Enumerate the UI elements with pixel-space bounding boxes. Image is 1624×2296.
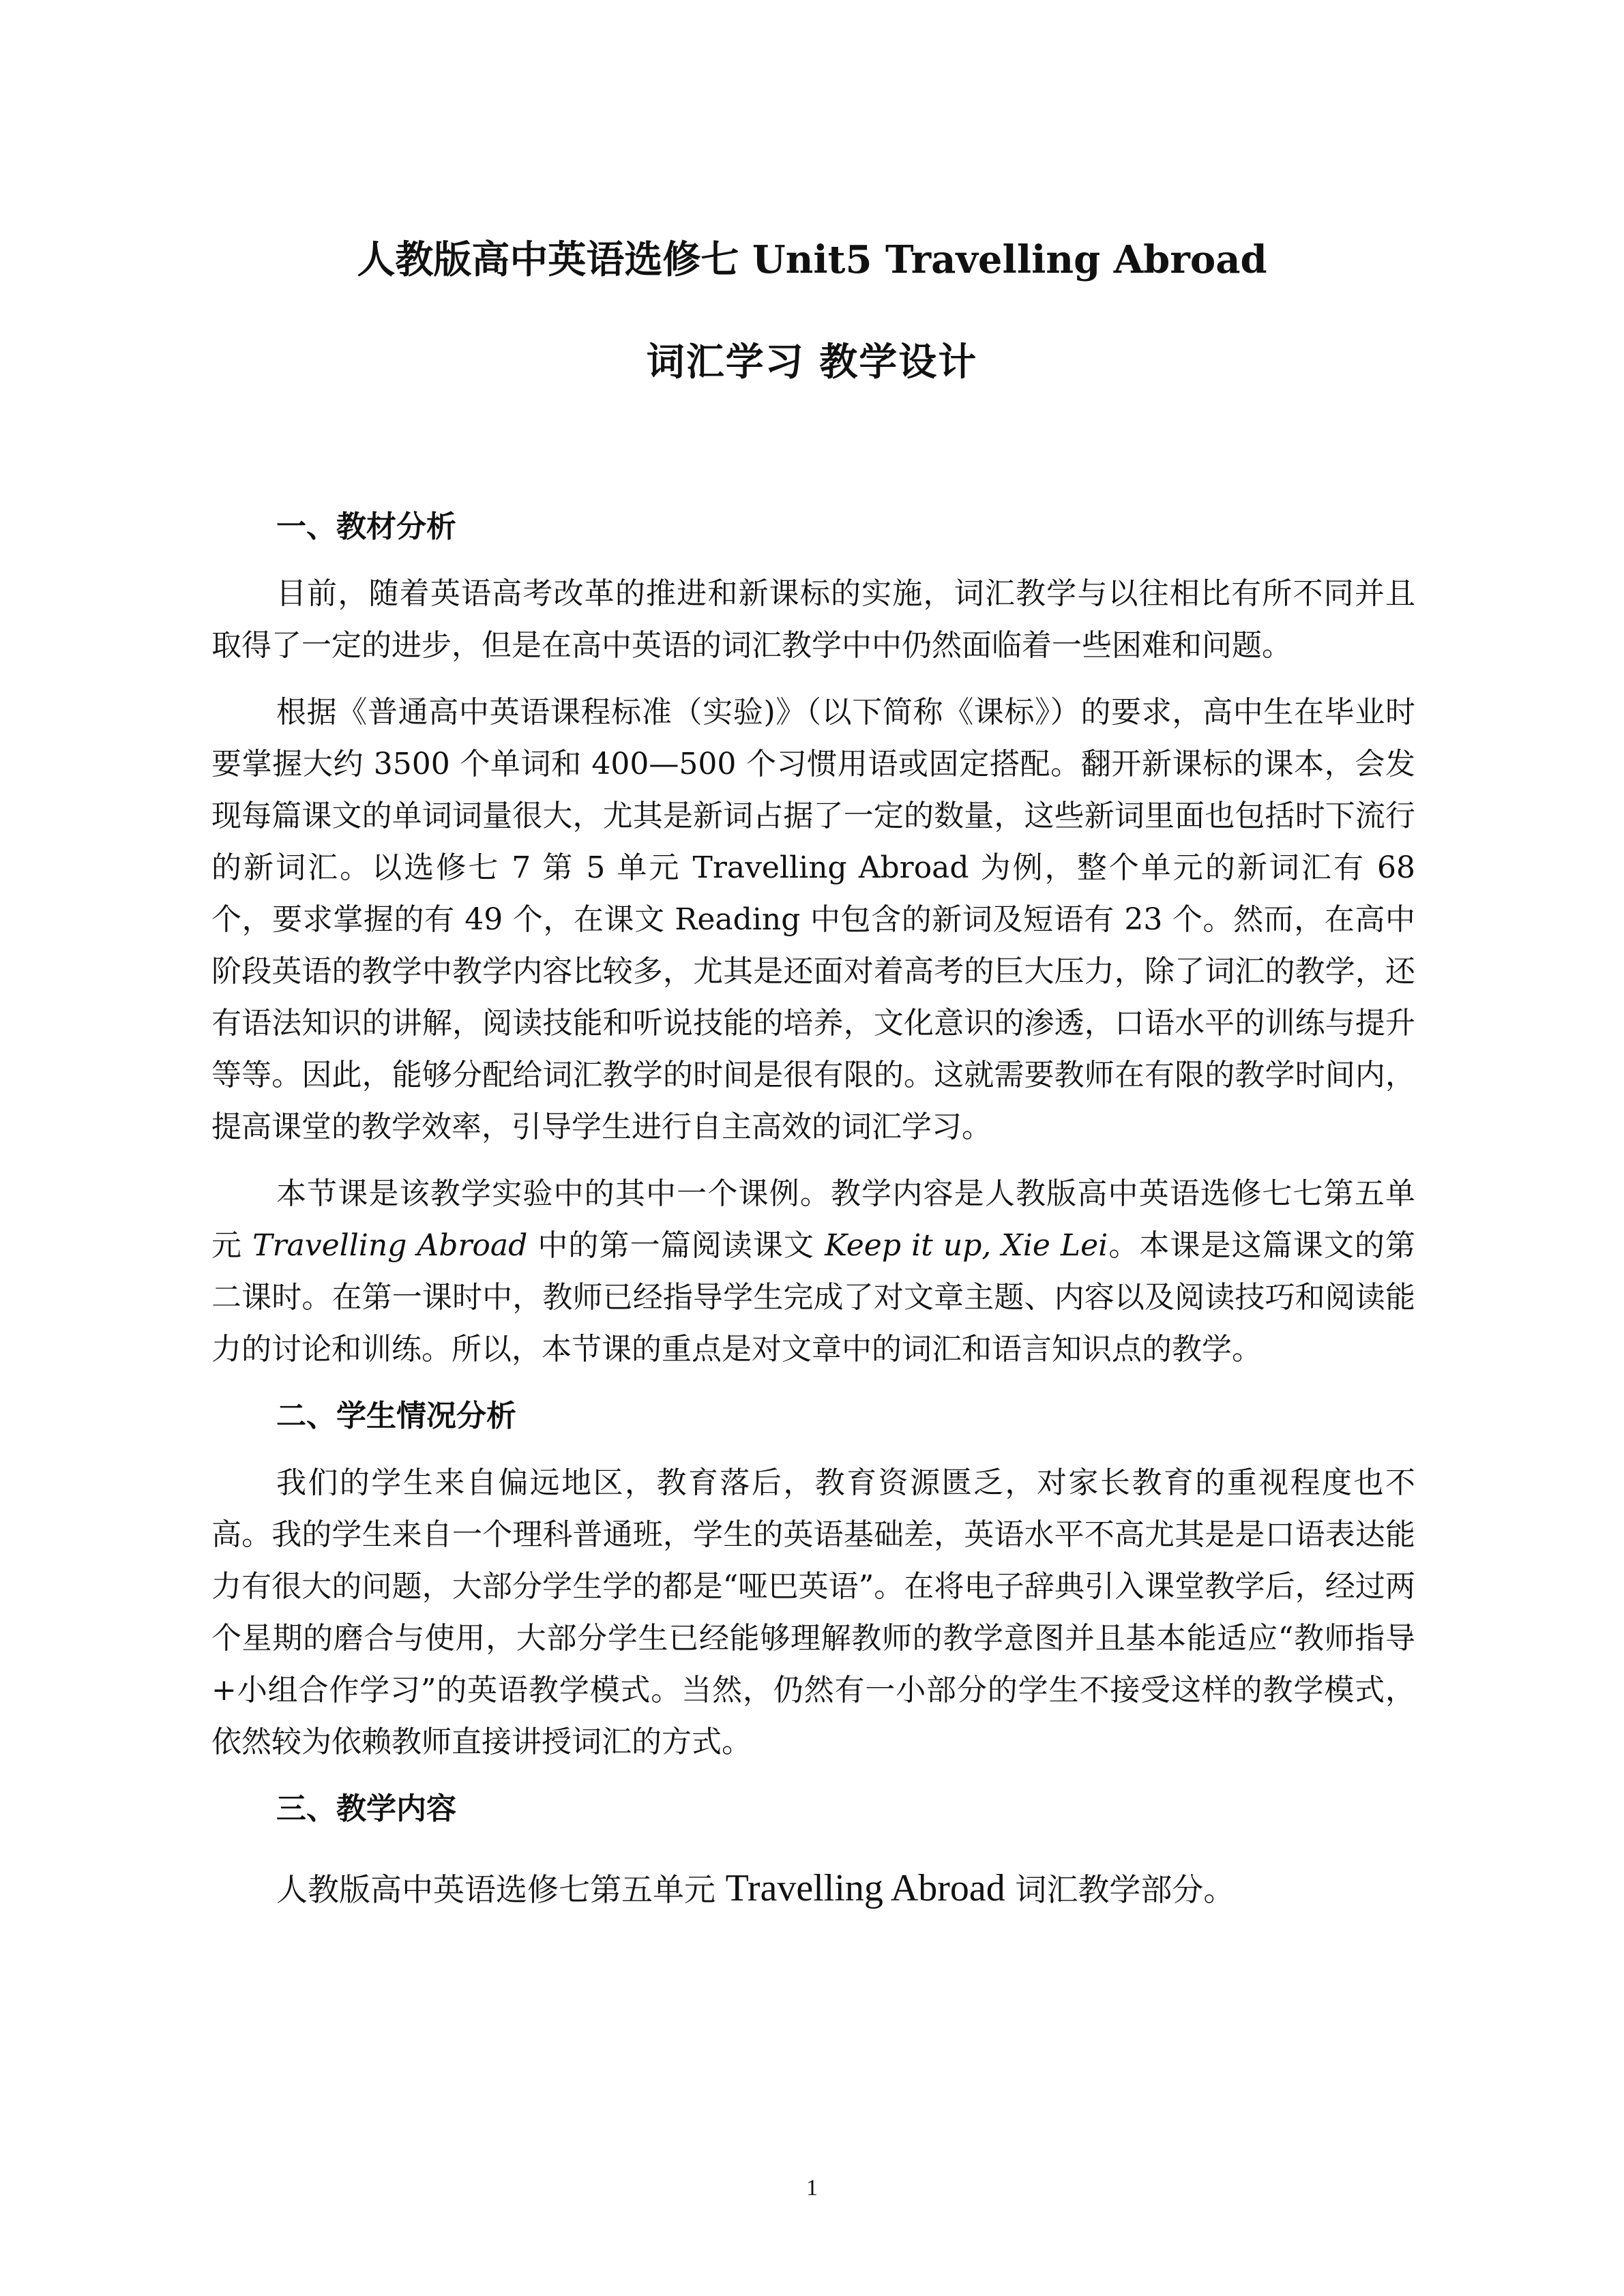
unit-title: Travelling Abroad (725, 1867, 1005, 1909)
paragraph: 根据《普通高中英语课程标准（实验)》（以下简称《课标》）的要求，高中生在毕业时要掌握大约 3500 个单词和 400—500 个习惯用语或固定搭配。翻开新课标的课本，会发现每篇课文的单词词量很大，尤其是新词占据了一定的数量，这些新词里面也包括时下流行的新词汇。以选修七 7 第 5 单元 Travelling Abroad 为例，整个单元的新词汇有 68 个，要求掌握的有 49 个，在课文 Reading 中包含的新词及短语有 23 个。然而，在高中阶段英语的教学中教学内容比较多，尤其是还面对着高考的巨大压力，除了词汇的教学，还有语法知识的讲解，阅读技能和听说技能的培养，文化意识的渗透，口语水平的训练与提升等等。因此，能够分配给词汇教学的时间是很有限的。这就需要教师在有限的教学时间内，提高课堂的教学效率，引导学生进行自主高效的词汇学习。 (211, 695, 1415, 1144)
document-title: 人教版高中英语选修七 Unit5 Travelling Abroad (357, 237, 1267, 282)
text-run: 词汇教学部分。 (1005, 1871, 1235, 1908)
page-number: 1 (806, 2175, 818, 2201)
paragraph: 我们的学生来自偏远地区，教育落后，教育资源匮乏，对家长教育的重视程度也不高。我的学生来自一个理科普通班，学生的英语基础差，英语水平不高尤其是是口语表达能力有很大的问题，大部分学生学的都是“哑巴英语”。在将电子辞典引入课堂教学后，经过两个星期的磨合与使用，大部分学生已经能够理解教师的教学意图并且基本能适应“教师指导 +小组合作学习”的英语教学模式。当然，仍然有一小部分的学生不接受这样的教学模式，依然较为依赖教师直接讲授词汇的方式。 (211, 1465, 1415, 1759)
text-run: 。本课是这篇课文的第二课时。在第一课时中，教师已经指导学生完成了对文章主题、内容以及阅读技巧和阅读能力的讨论和训练。所以，本节课的重点是对文章中的词汇和语言知识点的教学。 (211, 1228, 1415, 1367)
document-subtitle: 词汇学习 教学设计 (646, 340, 978, 385)
section-heading-material-analysis: 一、教材分析 (276, 509, 456, 544)
paragraph (211, 1168, 1415, 1375)
text-run: 人教版高中英语选修七第五单元 (276, 1871, 726, 1908)
paragraph (211, 1862, 1415, 1915)
section-heading-teaching-content: 三、教学内容 (276, 1791, 456, 1826)
section-heading-student-analysis: 二、学生情况分析 (276, 1399, 516, 1433)
italic-text-title: Keep it up, Xie Lei (825, 1228, 1108, 1263)
text-run: 中的第一篇阅读课文 (527, 1228, 825, 1263)
paragraph: 目前，随着英语高考改革的推进和新课标的实施，词汇教学与以往相比有所不同并且取得了一定的进步，但是在高中英语的词汇教学中中仍然面临着一些困难和问题。 (211, 576, 1415, 663)
text-run: 本节课是该教学实验中的其中一个课例。教学内容是人教版高中英语选修七七第五单元 (211, 1176, 1415, 1263)
italic-unit-title: Travelling Abroad (252, 1228, 528, 1263)
document-body (211, 501, 1415, 1915)
